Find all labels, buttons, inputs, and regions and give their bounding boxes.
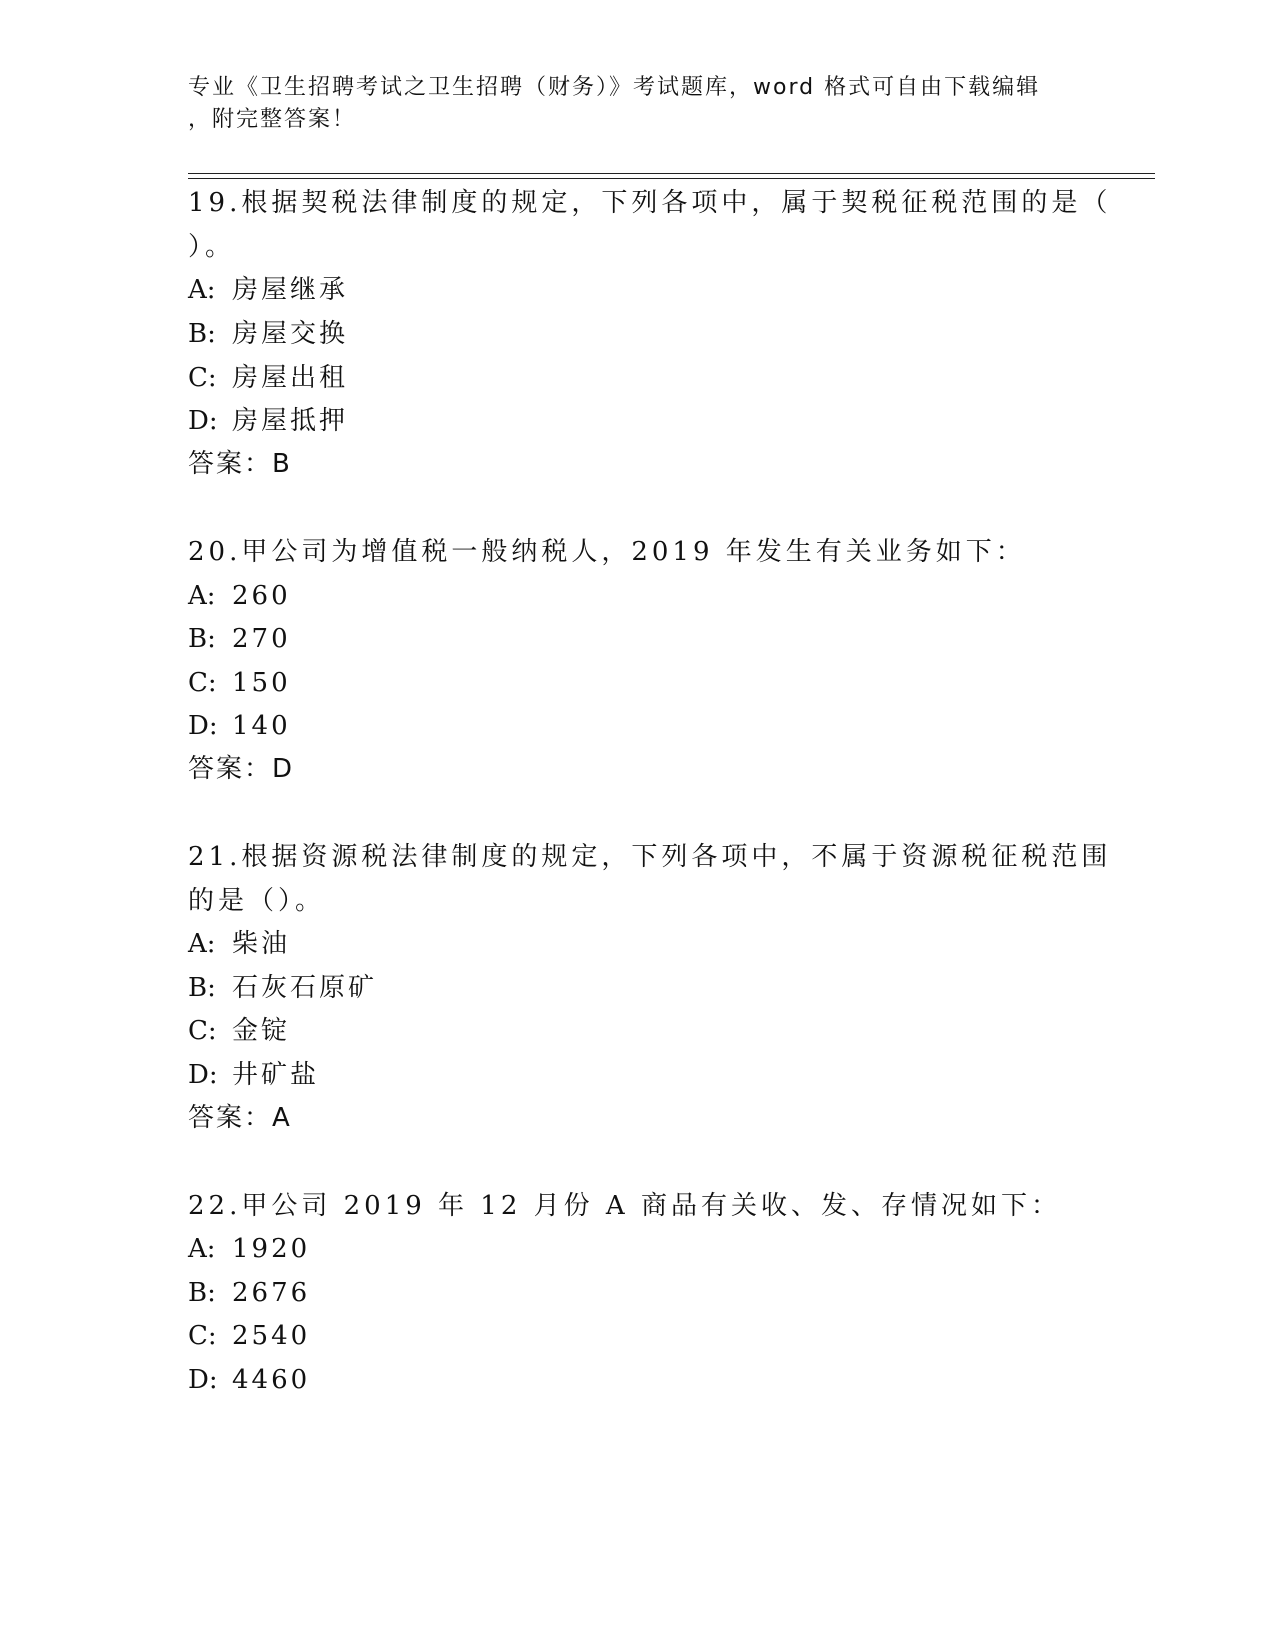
option-b (188, 621, 291, 657)
option-text: 4460 (232, 1365, 311, 1395)
option-letter: B: (188, 624, 216, 654)
option-d (188, 1057, 319, 1093)
option-letter: B: (188, 319, 216, 349)
question-text: ）。 (188, 232, 236, 262)
option-text: 270 (232, 624, 291, 654)
option-letter: C: (188, 363, 217, 393)
question-text: 19.根据契税法律制度的规定，下列各项中，属于契税征税范围的是（ (188, 188, 1112, 218)
option-letter: D: (188, 1060, 218, 1090)
option-text: 柴油 (232, 929, 291, 959)
option-text: 房屋继承 (232, 275, 349, 305)
option-d (188, 1362, 310, 1398)
option-c (188, 1013, 290, 1049)
question-text: 22.甲公司 2019 年 12 月份 A 商品有关收、发、存情况如下： (188, 1191, 1061, 1221)
option-text: 1920 (232, 1234, 311, 1264)
option-a (188, 272, 348, 308)
option-letter: A: (188, 581, 216, 611)
header-rule-top (188, 173, 1155, 174)
option-letter: A: (188, 1234, 216, 1264)
option-text: 石灰石原矿 (232, 973, 378, 1003)
option-letter: C: (188, 1016, 217, 1046)
question-text: 的是（）。 (188, 886, 326, 916)
option-letter: D: (188, 711, 218, 741)
option-text: 140 (232, 711, 291, 741)
option-text: 金锭 (232, 1016, 291, 1046)
option-a (188, 926, 290, 962)
option-text: 2540 (232, 1321, 311, 1351)
option-text: 房屋出租 (232, 363, 349, 393)
option-text: 房屋交换 (232, 319, 349, 349)
option-a (188, 1231, 310, 1267)
option-letter: B: (188, 1278, 216, 1308)
option-letter: D: (188, 406, 218, 436)
option-c (188, 360, 348, 396)
option-text: 2676 (232, 1278, 311, 1308)
option-letter: C: (188, 1321, 217, 1351)
option-b (188, 1275, 310, 1311)
option-letter: A: (188, 929, 216, 959)
header-line-2: ，附完整答案！ (188, 107, 357, 132)
option-c (188, 1318, 310, 1354)
option-letter: A: (188, 275, 216, 305)
answer-label: 答案：A (188, 1103, 292, 1133)
option-d (188, 708, 291, 744)
option-d (188, 403, 348, 439)
option-text: 260 (232, 581, 291, 611)
option-c (188, 665, 291, 701)
option-b (188, 970, 377, 1006)
option-letter: C: (188, 668, 217, 698)
option-b (188, 316, 348, 352)
option-text: 井矿盐 (232, 1060, 320, 1090)
question-text: 20.甲公司为增值税一般纳税人，2019 年发生有关业务如下： (188, 537, 1026, 567)
header-line-1: 专业《卫生招聘考试之卫生招聘（财务）》考试题库，word 格式可自由下载编辑 (188, 75, 1041, 100)
answer-label: 答案：D (188, 754, 295, 784)
header-rule-bottom (188, 178, 1155, 179)
answer-label: 答案：B (188, 449, 292, 479)
option-a (188, 578, 291, 614)
option-text: 房屋抵押 (232, 406, 349, 436)
question-text: 21.根据资源税法律制度的规定，下列各项中，不属于资源税征税范围 (188, 842, 1112, 872)
option-letter: D: (188, 1365, 218, 1395)
option-text: 150 (232, 668, 291, 698)
option-letter: B: (188, 973, 216, 1003)
